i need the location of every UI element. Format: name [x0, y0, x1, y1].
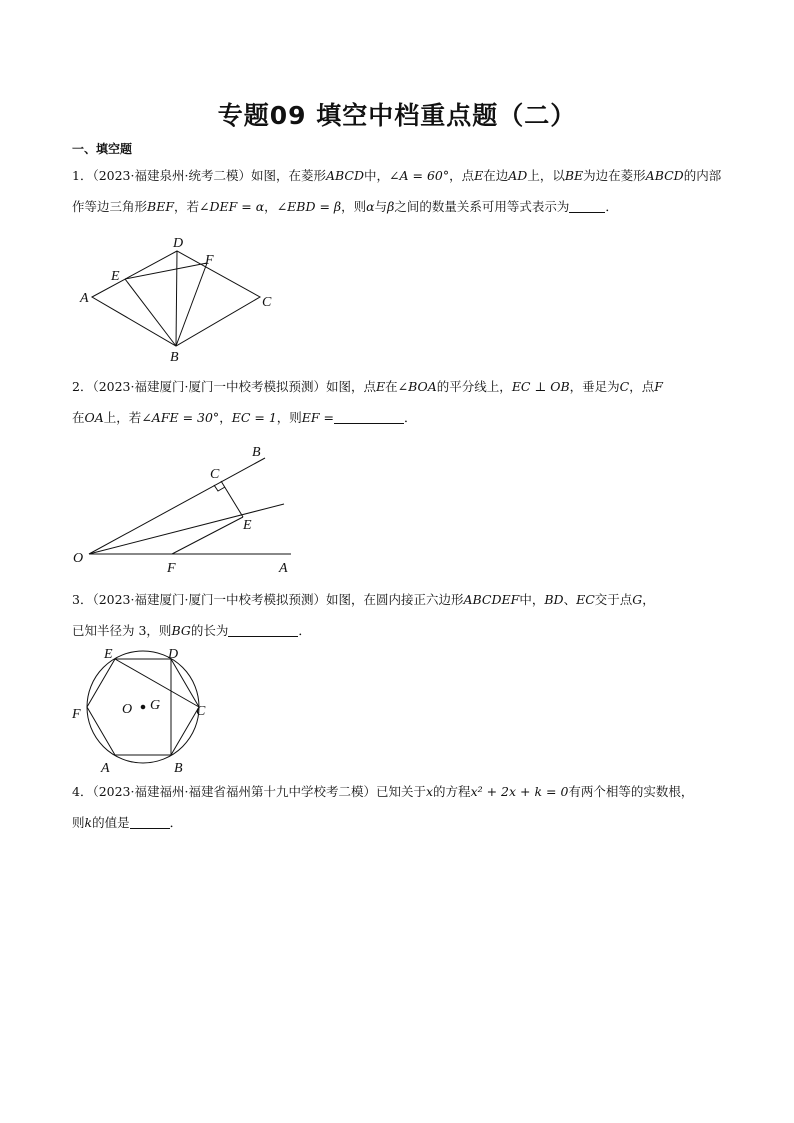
- q2-text: 上，若: [103, 410, 142, 425]
- label-f: F: [167, 561, 176, 576]
- label-e: E: [111, 269, 120, 284]
- q2-text: 在: [72, 410, 85, 425]
- q2-math: E: [375, 379, 386, 394]
- q4-math: x² + 2x + k = 0: [470, 784, 569, 799]
- q2-math: EF =: [301, 410, 335, 425]
- label-d: D: [168, 647, 179, 662]
- q4-text: 已知关于: [375, 784, 426, 799]
- q1-number: 1．: [72, 168, 93, 183]
- q3-text: 中，: [519, 592, 545, 607]
- q4-math: x: [425, 784, 434, 799]
- question-4: [72, 776, 732, 838]
- q2-math: ∠BOA: [397, 379, 437, 394]
- label-b: B: [170, 350, 179, 365]
- q2-math: ∠AFE = 30°: [141, 410, 220, 425]
- q4-text: 的方程: [433, 784, 471, 799]
- q2-math: F: [654, 379, 663, 394]
- q4-text: ．: [169, 815, 183, 830]
- q2-math: EC = 1: [231, 410, 277, 425]
- q2-text: 的平分线上，: [436, 379, 512, 394]
- label-e: E: [104, 647, 113, 662]
- q2-text: ．: [404, 410, 417, 425]
- q1-text: 如图，在菱形: [250, 168, 326, 183]
- q2-math: OA: [84, 410, 104, 425]
- q2-text: ，: [219, 410, 232, 425]
- q2-text: ，垂足为: [569, 379, 620, 394]
- q1-text: 为边在菱形: [583, 168, 646, 183]
- q1-math: ABCD: [645, 168, 684, 183]
- q2-number: 2．: [72, 379, 93, 394]
- q1-text: 上，以: [527, 168, 565, 183]
- q4-number: 4．: [72, 784, 93, 799]
- q3-text: 的长为: [190, 623, 229, 638]
- q1-math: ∠A = 60°: [389, 168, 450, 183]
- q1-math: E: [474, 168, 484, 183]
- label-c: C: [210, 467, 220, 482]
- label-o: O: [122, 702, 133, 717]
- label-o: O: [73, 551, 84, 566]
- q1-text: ，若: [174, 199, 200, 214]
- q1-math: AD: [508, 168, 528, 183]
- page-title: 专题09 填空中档重点题（二）: [217, 101, 577, 130]
- q1-text: 的内部作等边三角形: [72, 168, 722, 214]
- q3-math: ABCDEF: [463, 592, 520, 607]
- q1-math: BE: [564, 168, 584, 183]
- q3-text: 已知半径为 3，则: [72, 623, 172, 638]
- label-g: G: [150, 698, 161, 713]
- label-b: B: [252, 445, 261, 460]
- label-a: A: [279, 561, 288, 576]
- label-f: F: [205, 253, 214, 268]
- q2-text: ，点: [629, 379, 655, 394]
- q1-math: ∠DEF = α: [199, 199, 265, 214]
- label-f: F: [72, 707, 81, 722]
- q4-text: 有两个相等的实数根，: [568, 784, 694, 799]
- q1-math: ∠EBD = β: [276, 199, 342, 214]
- q1-text: 与: [374, 199, 388, 214]
- label-c: C: [196, 704, 206, 719]
- q3-source: （2023·福建厦门·厦门一中校考模拟预测）: [92, 592, 326, 607]
- q1-text: 在边: [483, 168, 509, 183]
- q4-text: 则: [72, 815, 85, 830]
- q1-text: 中，: [364, 168, 390, 183]
- q3-text: ．: [298, 623, 311, 638]
- q1-math: β: [387, 199, 395, 214]
- q1-text: ．: [605, 199, 618, 214]
- label-e: E: [243, 518, 252, 533]
- center-dot: [141, 705, 145, 709]
- q3-text: 如图，在圆内接正六边形: [325, 592, 464, 607]
- q2-text: 如图，点: [325, 379, 376, 394]
- q2-math: C: [619, 379, 630, 394]
- answer-blank[interactable]: [130, 816, 170, 829]
- label-a: A: [101, 761, 110, 776]
- q4-math: k: [84, 815, 93, 830]
- q1-math: BEF: [147, 199, 174, 214]
- label-a: A: [80, 291, 89, 306]
- q3-number: 3．: [72, 592, 93, 607]
- q3-text: 、: [563, 592, 577, 607]
- q4-source: （2023·福建福州·福建省福州第十九中学校考二模）: [92, 784, 376, 799]
- q1-text: ，点: [449, 168, 475, 183]
- q3-text: 交于点: [594, 592, 633, 607]
- q2-math: EC ⊥ OB: [511, 379, 570, 394]
- q3-math: BD: [544, 592, 564, 607]
- q1-text: ，: [264, 199, 277, 214]
- q1-math: ABCD: [325, 168, 365, 183]
- q3-math: G: [632, 592, 643, 607]
- label-b: B: [174, 761, 183, 776]
- q1-text: 之间的数量关系可用等式表示为: [394, 199, 570, 214]
- q4-text: 的值是: [92, 815, 130, 830]
- q2-text: 在: [385, 379, 398, 394]
- q1-math: α: [366, 199, 375, 214]
- q2-source: （2023·福建厦门·厦门一中校考模拟预测）: [92, 379, 326, 394]
- q2-text: ，则: [276, 410, 302, 425]
- label-d: D: [173, 236, 184, 251]
- q3-math: EC: [576, 592, 595, 607]
- q1-text: ，则: [341, 199, 367, 214]
- q3-math: BG: [171, 623, 191, 638]
- q1-source: （2023·福建泉州·统考二模）: [92, 168, 251, 183]
- section-heading: 一、填空题: [72, 142, 133, 156]
- label-c: C: [262, 295, 272, 310]
- q3-text: ，: [642, 592, 655, 607]
